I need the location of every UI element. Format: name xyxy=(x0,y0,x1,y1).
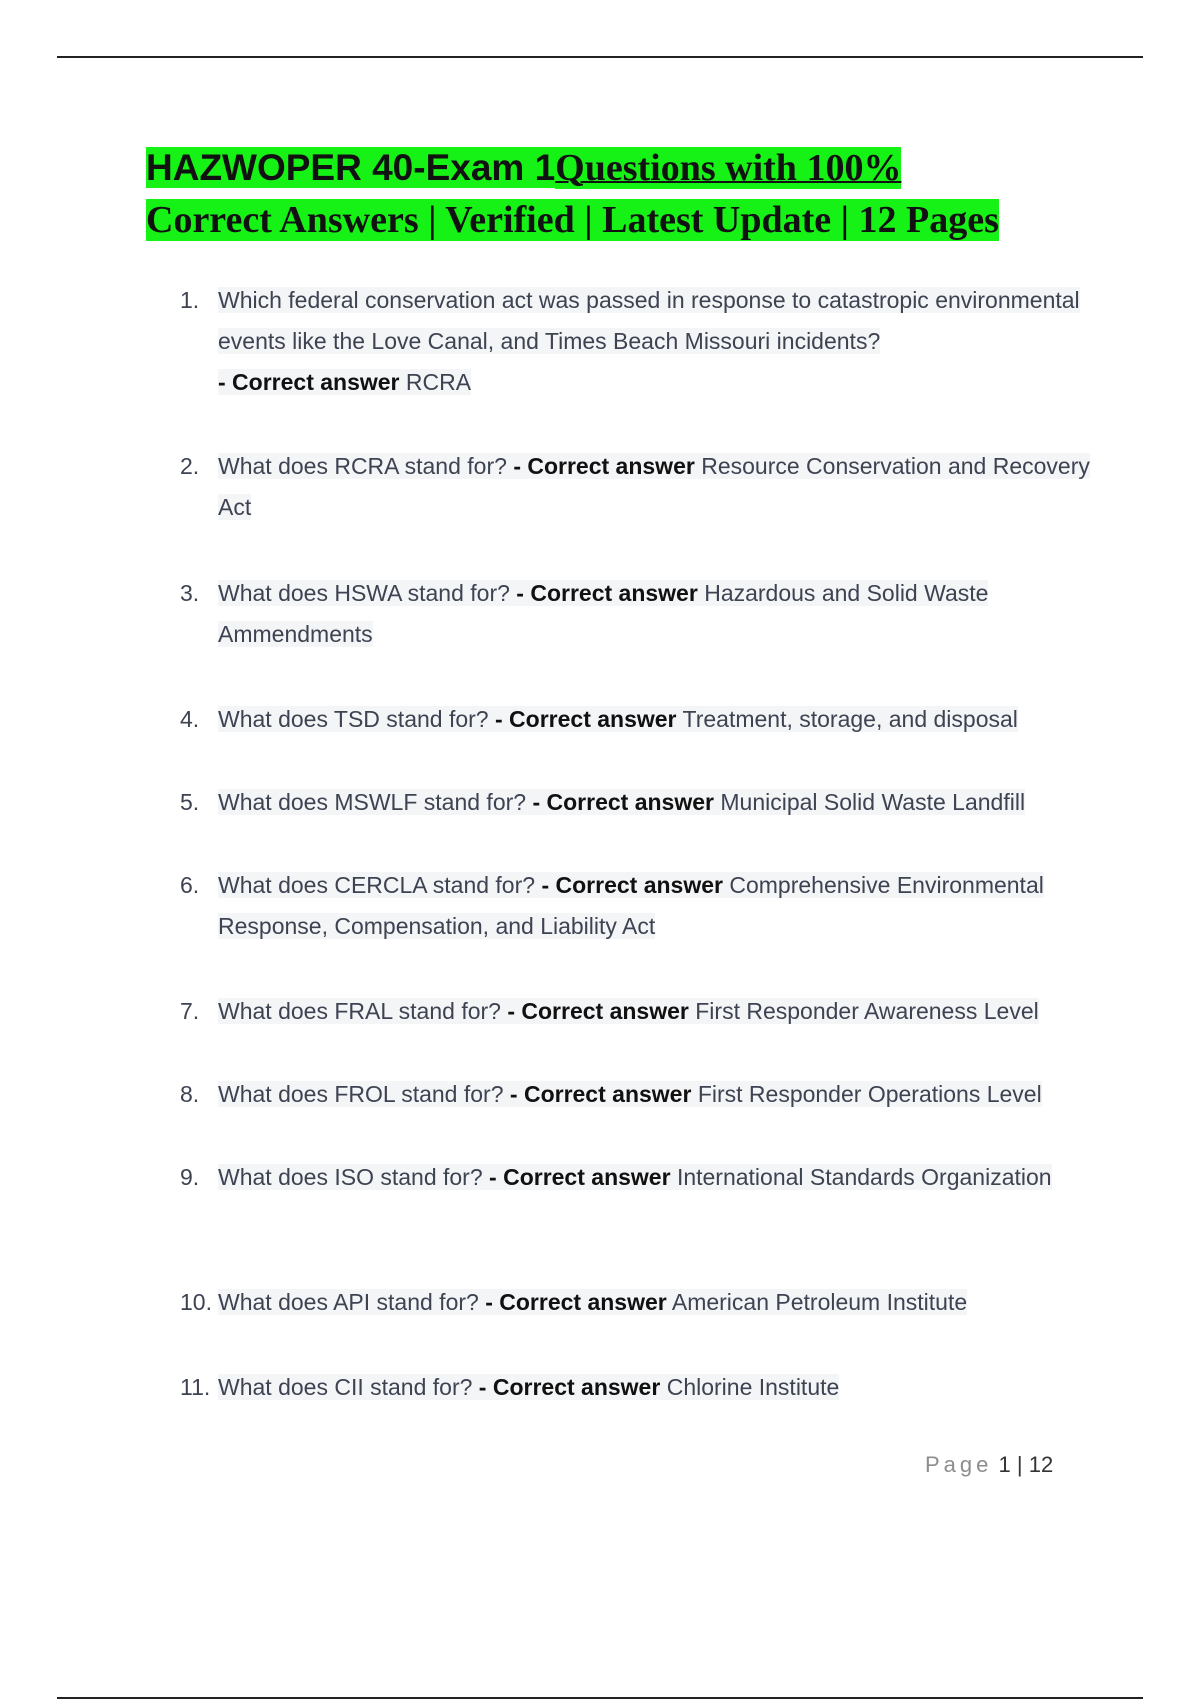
question-number: 6. xyxy=(180,872,200,898)
question-text-block xyxy=(218,865,1098,947)
answer-text: First Responder Operations Level xyxy=(697,1081,1042,1107)
answer-text: Chlorine Institute xyxy=(666,1374,840,1400)
answer-text: Treatment, storage, and disposal xyxy=(682,706,1018,732)
question-text: What does FROL stand for? xyxy=(218,1081,504,1107)
page-footer xyxy=(925,1452,1053,1478)
question-text: What does ISO stand for? xyxy=(218,1164,483,1190)
question-number: 7. xyxy=(180,998,200,1024)
document-title xyxy=(146,142,1106,246)
correct-answer-label: - Correct answer xyxy=(218,369,400,395)
question-text: What does CII stand for? xyxy=(218,1374,473,1400)
correct-answer-label: - Correct answer xyxy=(541,872,723,898)
page-separator: | xyxy=(1016,1452,1023,1477)
answer-text: RCRA xyxy=(405,369,472,395)
document-title-part-3: Correct Answers | Verified | Latest Update | 12 Pages xyxy=(146,199,999,241)
question-text-block xyxy=(218,1367,1098,1408)
question-text-block xyxy=(218,446,1098,528)
question-text: What does API stand for? xyxy=(218,1289,479,1315)
question-text-block xyxy=(218,991,1098,1032)
question-number: 11. xyxy=(180,1374,211,1400)
question-text-block xyxy=(218,1074,1098,1115)
document-title-part-1: HAZWOPER 40-Exam 1 xyxy=(146,147,556,188)
top-rule xyxy=(57,56,1143,58)
question-text: What does HSWA stand for? xyxy=(218,580,510,606)
total-pages: 12 xyxy=(1028,1452,1054,1477)
correct-answer-label: - Correct answer xyxy=(516,580,698,606)
current-page-number: 1 xyxy=(998,1452,1011,1477)
page-label: Page xyxy=(925,1452,993,1477)
question-number: 4. xyxy=(180,706,200,732)
question-text: Which federal conservation act was passed in response to catastropic environmental events like the Love Canal, and Times Beach Missouri incidents? xyxy=(218,287,1080,354)
correct-answer-label: - Correct answer xyxy=(485,1289,667,1315)
question-text: What does RCRA stand for? xyxy=(218,453,507,479)
question-number: 9. xyxy=(180,1164,200,1190)
answer-text: Hazardous and Solid Waste Ammendments xyxy=(218,580,989,647)
question-text: What does CERCLA stand for? xyxy=(218,872,536,898)
question-number: 2. xyxy=(180,453,200,479)
bottom-rule xyxy=(57,1697,1143,1699)
answer-text: American Petroleum Institute xyxy=(671,1289,968,1315)
question-text-block xyxy=(218,573,1098,655)
question-text: What does FRAL stand for? xyxy=(218,998,501,1024)
correct-answer-label: - Correct answer xyxy=(532,789,714,815)
question-number: 5. xyxy=(180,789,200,815)
answer-text: Municipal Solid Waste Landfill xyxy=(720,789,1026,815)
correct-answer-label: - Correct answer xyxy=(495,706,677,732)
question-number: 3. xyxy=(180,580,200,606)
correct-answer-label: - Correct answer xyxy=(478,1374,661,1400)
answer-text: Resource Conservation and Recovery Act xyxy=(218,453,1090,520)
question-text-block xyxy=(218,782,1098,823)
question-text-block xyxy=(218,280,1098,403)
document-title-part-2: Questions with 100% xyxy=(555,147,902,189)
question-text: What does TSD stand for? xyxy=(218,706,489,732)
question-text-block xyxy=(218,1282,1098,1323)
question-text-block xyxy=(218,699,1098,740)
question-number: 10. xyxy=(180,1289,212,1315)
answer-text: Comprehensive Environmental Response, Compensation, and Liability Act xyxy=(218,872,1044,939)
correct-answer-label: - Correct answer xyxy=(489,1164,671,1190)
question-number: 1. xyxy=(180,287,200,313)
question-number: 8. xyxy=(180,1081,200,1107)
correct-answer-label: - Correct answer xyxy=(513,453,695,479)
correct-answer-label: - Correct answer xyxy=(509,1081,692,1107)
question-text: What does MSWLF stand for? xyxy=(218,789,527,815)
answer-text: First Responder Awareness Level xyxy=(695,998,1039,1024)
answer-text: International Standards Organization xyxy=(676,1164,1052,1190)
correct-answer-label: - Correct answer xyxy=(507,998,689,1024)
question-text-block xyxy=(218,1157,1098,1198)
